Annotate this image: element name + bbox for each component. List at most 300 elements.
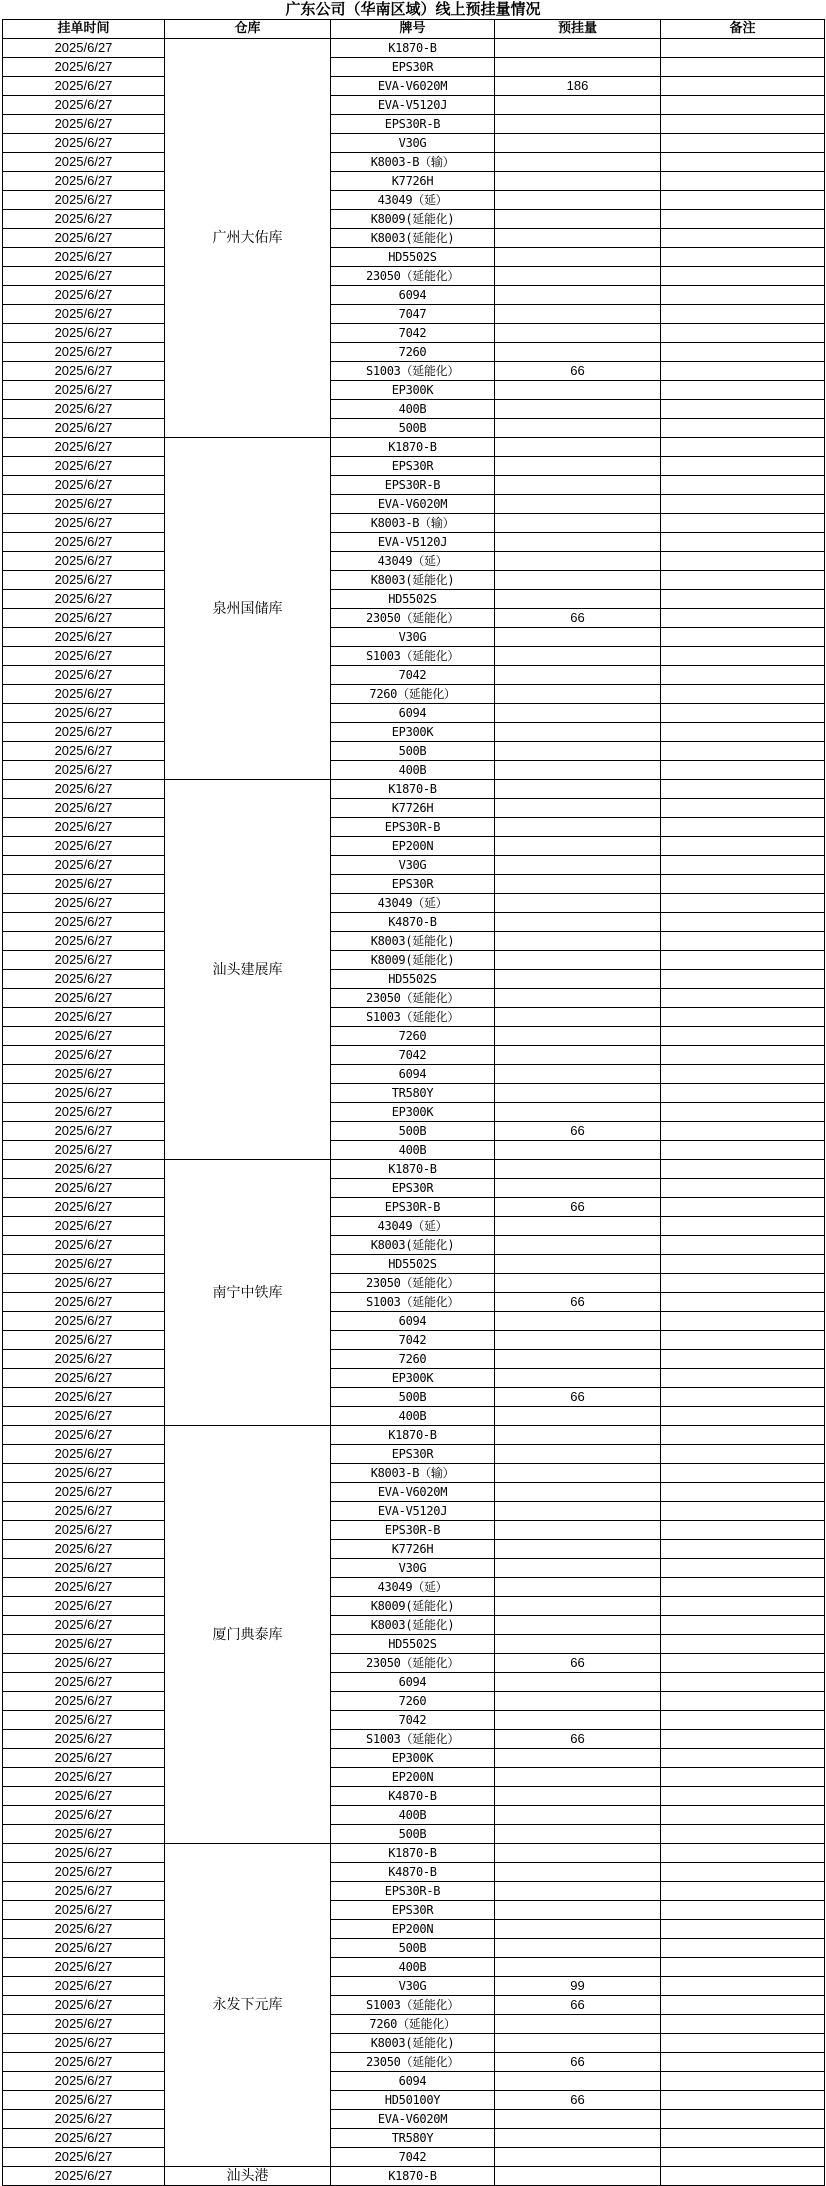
cell-brand: EP300K (331, 1369, 495, 1388)
cell-date: 2025/6/27 (3, 1141, 165, 1160)
cell-qty (495, 1255, 661, 1274)
cell-note (661, 1255, 825, 1274)
cell-date: 2025/6/27 (3, 1749, 165, 1768)
cell-brand: 400B (331, 1141, 495, 1160)
cell-note (661, 1464, 825, 1483)
cell-date: 2025/6/27 (3, 1255, 165, 1274)
cell-brand: 500B (331, 742, 495, 761)
cell-qty (495, 2034, 661, 2053)
cell-date: 2025/6/27 (3, 894, 165, 913)
cell-note (661, 1768, 825, 1787)
cell-brand: EPS30R (331, 1179, 495, 1198)
cell-note (661, 590, 825, 609)
cell-note (661, 647, 825, 666)
table-row (3, 1331, 825, 1350)
cell-date: 2025/6/27 (3, 723, 165, 742)
cell-date: 2025/6/27 (3, 267, 165, 286)
cell-date: 2025/6/27 (3, 1825, 165, 1844)
cell-note (661, 628, 825, 647)
table-row (3, 115, 825, 134)
cell-note (661, 1578, 825, 1597)
cell-brand: 7260（延能化） (331, 685, 495, 704)
cell-note (661, 1882, 825, 1901)
cell-qty (495, 856, 661, 875)
table-row (3, 1084, 825, 1103)
cell-note (661, 1616, 825, 1635)
cell-date: 2025/6/27 (3, 1654, 165, 1673)
cell-note (661, 2129, 825, 2148)
cell-brand: 7260 (331, 1350, 495, 1369)
cell-qty (495, 1521, 661, 1540)
cell-brand: EPS30R-B (331, 1521, 495, 1540)
cell-note (661, 1749, 825, 1768)
table-row (3, 286, 825, 305)
cell-qty (495, 134, 661, 153)
cell-note (661, 1027, 825, 1046)
cell-brand: HD5502S (331, 1635, 495, 1654)
cell-note (661, 1198, 825, 1217)
cell-qty (495, 761, 661, 780)
cell-brand: K1870-B (331, 2167, 495, 2186)
cell-date: 2025/6/27 (3, 1578, 165, 1597)
cell-date: 2025/6/27 (3, 400, 165, 419)
cell-date: 2025/6/27 (3, 1901, 165, 1920)
cell-date: 2025/6/27 (3, 837, 165, 856)
cell-note (661, 856, 825, 875)
cell-date: 2025/6/27 (3, 324, 165, 343)
cell-date: 2025/6/27 (3, 1217, 165, 1236)
table-row (3, 248, 825, 267)
table-row (3, 191, 825, 210)
cell-note (661, 1084, 825, 1103)
table-row (3, 742, 825, 761)
cell-brand: EVA-V6020M (331, 495, 495, 514)
cell-date: 2025/6/27 (3, 191, 165, 210)
cell-date: 2025/6/27 (3, 2167, 165, 2186)
cell-qty (495, 1502, 661, 1521)
cell-note (661, 362, 825, 381)
cell-date: 2025/6/27 (3, 2129, 165, 2148)
cell-date: 2025/6/27 (3, 780, 165, 799)
cell-qty (495, 324, 661, 343)
cell-brand: 500B (331, 1939, 495, 1958)
cell-brand: S1003（延能化） (331, 1996, 495, 2015)
table-row (3, 1293, 825, 1312)
cell-qty (495, 1920, 661, 1939)
cell-date: 2025/6/27 (3, 1616, 165, 1635)
cell-date: 2025/6/27 (3, 1046, 165, 1065)
cell-date: 2025/6/27 (3, 381, 165, 400)
cell-note (661, 381, 825, 400)
cell-brand: K8009(延能化) (331, 210, 495, 229)
cell-brand: EPS30R (331, 875, 495, 894)
cell-note (661, 1046, 825, 1065)
table-row (3, 894, 825, 913)
table-row (3, 58, 825, 77)
table-row (3, 1521, 825, 1540)
cell-qty (495, 2129, 661, 2148)
table-row (3, 1730, 825, 1749)
table-row (3, 362, 825, 381)
cell-qty (495, 723, 661, 742)
table-row (3, 1844, 825, 1863)
table-row (3, 837, 825, 856)
table-row (3, 1217, 825, 1236)
cell-qty: 66 (495, 1293, 661, 1312)
cell-warehouse: 广州大佑库 (165, 39, 331, 438)
cell-note (661, 2053, 825, 2072)
table-row (3, 514, 825, 533)
table-row (3, 1901, 825, 1920)
cell-date: 2025/6/27 (3, 1160, 165, 1179)
cell-note (661, 761, 825, 780)
cell-date: 2025/6/27 (3, 742, 165, 761)
cell-note (661, 1806, 825, 1825)
cell-note (661, 1711, 825, 1730)
table-row (3, 1122, 825, 1141)
cell-note (661, 1331, 825, 1350)
cell-qty (495, 837, 661, 856)
cell-brand: K7726H (331, 172, 495, 191)
table-row (3, 1749, 825, 1768)
cell-brand: HD50100Y (331, 2091, 495, 2110)
cell-qty (495, 1350, 661, 1369)
cell-brand: 7042 (331, 1711, 495, 1730)
cell-brand: EP300K (331, 723, 495, 742)
cell-note (661, 1920, 825, 1939)
cell-date: 2025/6/27 (3, 172, 165, 191)
cell-brand: EVA-V5120J (331, 533, 495, 552)
cell-brand: EVA-V6020M (331, 77, 495, 96)
cell-brand: 7260 (331, 1027, 495, 1046)
table-row (3, 1654, 825, 1673)
cell-note (661, 1160, 825, 1179)
cell-note (661, 1996, 825, 2015)
cell-qty (495, 286, 661, 305)
cell-note (661, 1559, 825, 1578)
cell-note (661, 1426, 825, 1445)
cell-note (661, 552, 825, 571)
cell-warehouse: 永发下元库 (165, 1844, 331, 2167)
cell-note (661, 1103, 825, 1122)
cell-warehouse: 南宁中铁库 (165, 1160, 331, 1426)
table-row (3, 590, 825, 609)
cell-date: 2025/6/27 (3, 2091, 165, 2110)
cell-brand: S1003（延能化） (331, 362, 495, 381)
cell-brand: EP300K (331, 381, 495, 400)
table-row (3, 1996, 825, 2015)
cell-note (661, 1787, 825, 1806)
table-row (3, 1027, 825, 1046)
table-row (3, 1008, 825, 1027)
cell-date: 2025/6/27 (3, 1027, 165, 1046)
cell-note (661, 134, 825, 153)
cell-qty (495, 1844, 661, 1863)
cell-date: 2025/6/27 (3, 761, 165, 780)
cell-qty (495, 666, 661, 685)
cell-date: 2025/6/27 (3, 153, 165, 172)
cell-qty (495, 1141, 661, 1160)
cell-qty (495, 1445, 661, 1464)
cell-brand: 400B (331, 761, 495, 780)
cell-brand: 43049（延） (331, 191, 495, 210)
cell-brand: 7042 (331, 1046, 495, 1065)
cell-note (661, 1597, 825, 1616)
table-row (3, 1046, 825, 1065)
cell-qty (495, 457, 661, 476)
cell-brand: EVA-V6020M (331, 1483, 495, 1502)
cell-date: 2025/6/27 (3, 305, 165, 324)
cell-note (661, 286, 825, 305)
cell-note (661, 666, 825, 685)
cell-date: 2025/6/27 (3, 1350, 165, 1369)
cell-date: 2025/6/27 (3, 856, 165, 875)
cell-brand: 7042 (331, 2148, 495, 2167)
cell-qty (495, 115, 661, 134)
table-row (3, 2110, 825, 2129)
cell-qty (495, 1540, 661, 1559)
cell-qty: 66 (495, 1654, 661, 1673)
cell-date: 2025/6/27 (3, 1977, 165, 1996)
cell-date: 2025/6/27 (3, 1407, 165, 1426)
cell-date: 2025/6/27 (3, 457, 165, 476)
table-row (3, 1863, 825, 1882)
table-row (3, 1825, 825, 1844)
cell-qty (495, 1274, 661, 1293)
cell-note (661, 1825, 825, 1844)
cell-qty: 66 (495, 1198, 661, 1217)
table-row (3, 1407, 825, 1426)
cell-note (661, 1407, 825, 1426)
cell-note (661, 1236, 825, 1255)
cell-date: 2025/6/27 (3, 1312, 165, 1331)
cell-brand: 7260 (331, 1692, 495, 1711)
cell-date: 2025/6/27 (3, 1369, 165, 1388)
table-row (3, 1179, 825, 1198)
cell-qty: 66 (495, 362, 661, 381)
cell-date: 2025/6/27 (3, 286, 165, 305)
cell-date: 2025/6/27 (3, 419, 165, 438)
cell-brand: 7042 (331, 324, 495, 343)
cell-note (661, 248, 825, 267)
table-row (3, 533, 825, 552)
cell-note (661, 1141, 825, 1160)
table-row (3, 1236, 825, 1255)
cell-note (661, 1293, 825, 1312)
cell-date: 2025/6/27 (3, 514, 165, 533)
cell-qty (495, 248, 661, 267)
cell-date: 2025/6/27 (3, 1274, 165, 1293)
cell-qty (495, 913, 661, 932)
cell-date: 2025/6/27 (3, 77, 165, 96)
cell-date: 2025/6/27 (3, 1502, 165, 1521)
cell-date: 2025/6/27 (3, 1597, 165, 1616)
cell-brand: S1003（延能化） (331, 1008, 495, 1027)
cell-qty (495, 1901, 661, 1920)
table-row (3, 210, 825, 229)
table-row (3, 1502, 825, 1521)
cell-brand: K8003(延能化) (331, 571, 495, 590)
cell-note (661, 837, 825, 856)
cell-date: 2025/6/27 (3, 1863, 165, 1882)
cell-brand: S1003（延能化） (331, 1730, 495, 1749)
cell-date: 2025/6/27 (3, 134, 165, 153)
cell-brand: 7042 (331, 666, 495, 685)
header-qty: 预挂量 (495, 20, 661, 39)
cell-qty (495, 2110, 661, 2129)
cell-note (661, 1654, 825, 1673)
cell-qty (495, 1407, 661, 1426)
table-row (3, 856, 825, 875)
cell-qty (495, 1559, 661, 1578)
cell-brand: 400B (331, 400, 495, 419)
table-row (3, 1065, 825, 1084)
cell-brand: EP300K (331, 1749, 495, 1768)
cell-qty: 66 (495, 1388, 661, 1407)
cell-brand: K8009(延能化) (331, 951, 495, 970)
cell-brand: HD5502S (331, 590, 495, 609)
cell-date: 2025/6/27 (3, 1806, 165, 1825)
cell-note (661, 1483, 825, 1502)
cell-brand: K7726H (331, 1540, 495, 1559)
cell-note (661, 723, 825, 742)
cell-date: 2025/6/27 (3, 666, 165, 685)
cell-note (661, 913, 825, 932)
table-row (3, 818, 825, 837)
cell-brand: V30G (331, 856, 495, 875)
cell-date: 2025/6/27 (3, 609, 165, 628)
cell-date: 2025/6/27 (3, 1293, 165, 1312)
cell-brand: K1870-B (331, 1844, 495, 1863)
cell-brand: 6094 (331, 704, 495, 723)
table-row (3, 1464, 825, 1483)
table-row (3, 970, 825, 989)
cell-qty (495, 153, 661, 172)
table-row (3, 571, 825, 590)
table-row (3, 476, 825, 495)
cell-qty: 99 (495, 1977, 661, 1996)
table-row (3, 609, 825, 628)
cell-date: 2025/6/27 (3, 1996, 165, 2015)
table-row (3, 1274, 825, 1293)
cell-qty (495, 571, 661, 590)
cell-qty (495, 1027, 661, 1046)
cell-qty (495, 400, 661, 419)
cell-qty (495, 742, 661, 761)
table-row (3, 932, 825, 951)
cell-date: 2025/6/27 (3, 1559, 165, 1578)
cell-note (661, 1312, 825, 1331)
cell-brand: K8003(延能化) (331, 2034, 495, 2053)
cell-qty (495, 647, 661, 666)
table-row (3, 229, 825, 248)
cell-brand: 7042 (331, 1331, 495, 1350)
cell-qty (495, 704, 661, 723)
table-row (3, 704, 825, 723)
table-row (3, 1882, 825, 1901)
cell-brand: S1003（延能化） (331, 1293, 495, 1312)
cell-brand: HD5502S (331, 1255, 495, 1274)
cell-qty (495, 989, 661, 1008)
cell-date: 2025/6/27 (3, 533, 165, 552)
cell-date: 2025/6/27 (3, 647, 165, 666)
cell-brand: 23050（延能化） (331, 1654, 495, 1673)
cell-note (661, 1939, 825, 1958)
cell-qty (495, 818, 661, 837)
cell-qty (495, 39, 661, 58)
cell-qty (495, 495, 661, 514)
table-row (3, 1578, 825, 1597)
cell-brand: V30G (331, 134, 495, 153)
cell-qty (495, 1825, 661, 1844)
cell-qty (495, 628, 661, 647)
cell-date: 2025/6/27 (3, 1445, 165, 1464)
cell-date: 2025/6/27 (3, 1065, 165, 1084)
cell-date: 2025/6/27 (3, 1464, 165, 1483)
cell-brand: 23050（延能化） (331, 609, 495, 628)
cell-qty (495, 894, 661, 913)
cell-qty (495, 1939, 661, 1958)
cell-date: 2025/6/27 (3, 1939, 165, 1958)
cell-note (661, 1540, 825, 1559)
cell-qty (495, 229, 661, 248)
cell-brand: 43049（延） (331, 1578, 495, 1597)
cell-brand: V30G (331, 1559, 495, 1578)
cell-qty: 186 (495, 77, 661, 96)
table-row (3, 1483, 825, 1502)
table-row (3, 153, 825, 172)
cell-note (661, 305, 825, 324)
table-row (3, 172, 825, 191)
cell-brand: 7047 (331, 305, 495, 324)
cell-brand: V30G (331, 1977, 495, 1996)
cell-date: 2025/6/27 (3, 1540, 165, 1559)
cell-note (661, 229, 825, 248)
cell-brand: EPS30R (331, 58, 495, 77)
table-row (3, 134, 825, 153)
cell-qty (495, 1673, 661, 1692)
cell-date: 2025/6/27 (3, 343, 165, 362)
table-row (3, 267, 825, 286)
cell-brand: 43049（延） (331, 552, 495, 571)
table-row (3, 419, 825, 438)
cell-date: 2025/6/27 (3, 818, 165, 837)
cell-qty (495, 267, 661, 286)
cell-qty: 66 (495, 2091, 661, 2110)
cell-note (661, 210, 825, 229)
cell-brand: TR580Y (331, 2129, 495, 2148)
cell-qty (495, 875, 661, 894)
table-body (3, 39, 825, 2186)
cell-brand: EPS30R (331, 1445, 495, 1464)
preorder-table (2, 19, 825, 2186)
cell-brand: EP200N (331, 837, 495, 856)
cell-qty (495, 419, 661, 438)
cell-brand: EVA-V5120J (331, 1502, 495, 1521)
cell-note (661, 1274, 825, 1293)
table-row (3, 875, 825, 894)
cell-note (661, 438, 825, 457)
cell-brand: 400B (331, 1407, 495, 1426)
cell-qty (495, 533, 661, 552)
cell-note (661, 153, 825, 172)
table-row (3, 666, 825, 685)
cell-brand: K8003(延能化) (331, 1236, 495, 1255)
table-row (3, 628, 825, 647)
cell-qty (495, 305, 661, 324)
cell-date: 2025/6/27 (3, 96, 165, 115)
cell-qty (495, 1008, 661, 1027)
